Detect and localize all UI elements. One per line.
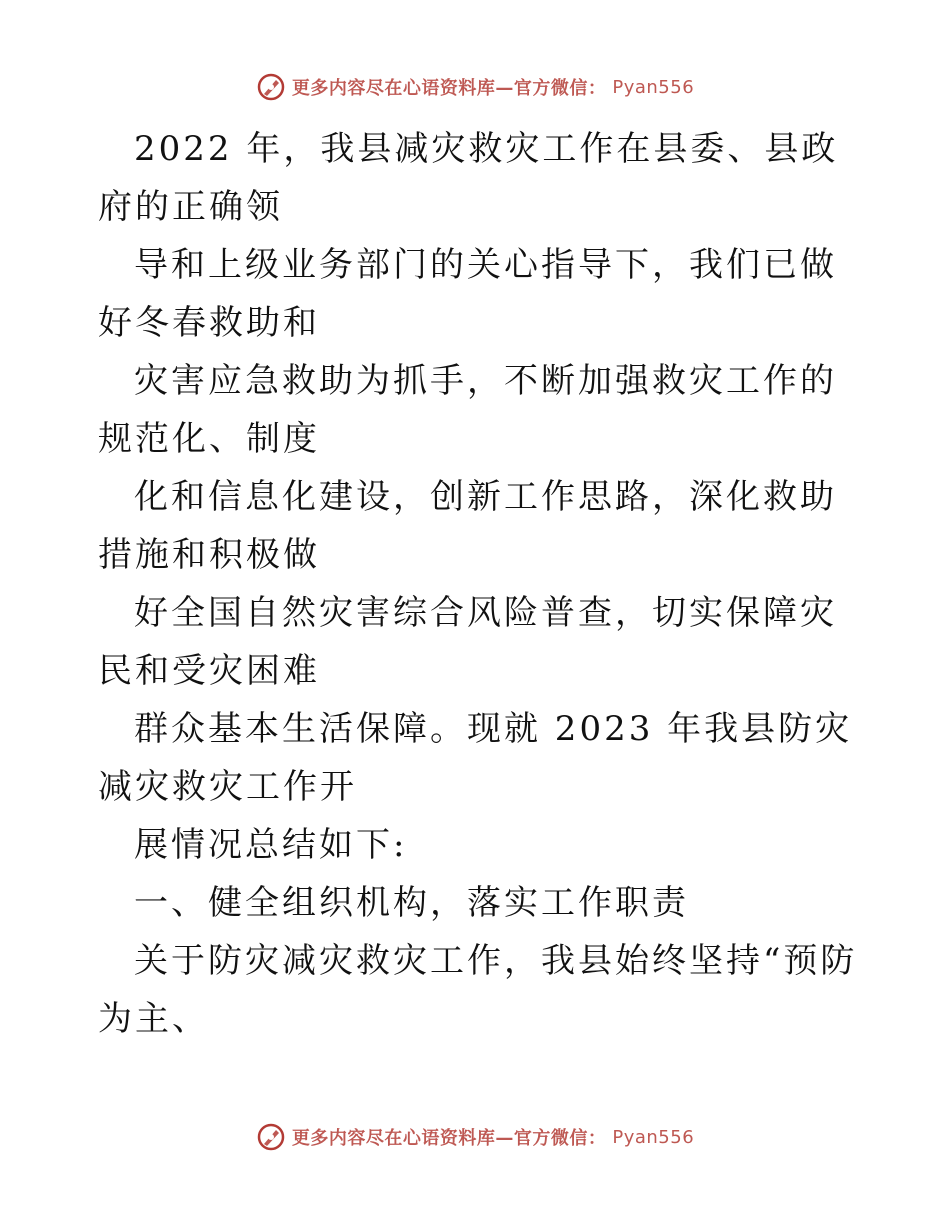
watermark-wechat-id: Pyan556 (612, 76, 695, 98)
paragraph-line: 2022 年，我县减灾救灾工作在县委、县政府的正确领 (98, 129, 839, 227)
paragraph-line: 灾害应急救助为抓手，不断加强救灾工作的规范化、制度 (98, 361, 837, 459)
pen-logo-icon (256, 72, 286, 102)
watermark-text: 更多内容尽在心语资料库—官方微信： (291, 78, 607, 99)
paragraph-line: 群众基本生活保障。现就 2023 年我县防灾减灾救灾工作开 (98, 709, 853, 807)
paragraph-line: 展情况总结如下: (134, 825, 408, 865)
paragraph-line: 好全国自然灾害综合风险普查，切实保障灾民和受灾困难 (98, 593, 837, 691)
watermark-text: 更多内容尽在心语资料库—官方微信： (291, 1128, 607, 1149)
header-watermark (0, 72, 950, 102)
paragraph-line: 关于防灾减灾救灾工作，我县始终坚持“预防为主、 (98, 941, 858, 1039)
pen-logo-icon (256, 1122, 286, 1152)
watermark-wechat-id: Pyan556 (612, 1126, 695, 1148)
document-body (98, 120, 858, 1048)
paragraph-line: 导和上级业务部门的关心指导下，我们已做好冬春救助和 (98, 245, 837, 343)
paragraph-line: 化和信息化建设，创新工作思路，深化救助措施和积极做 (98, 477, 837, 575)
footer-watermark (0, 1122, 950, 1152)
section-heading: 一、健全组织机构，落实工作职责 (134, 883, 689, 923)
